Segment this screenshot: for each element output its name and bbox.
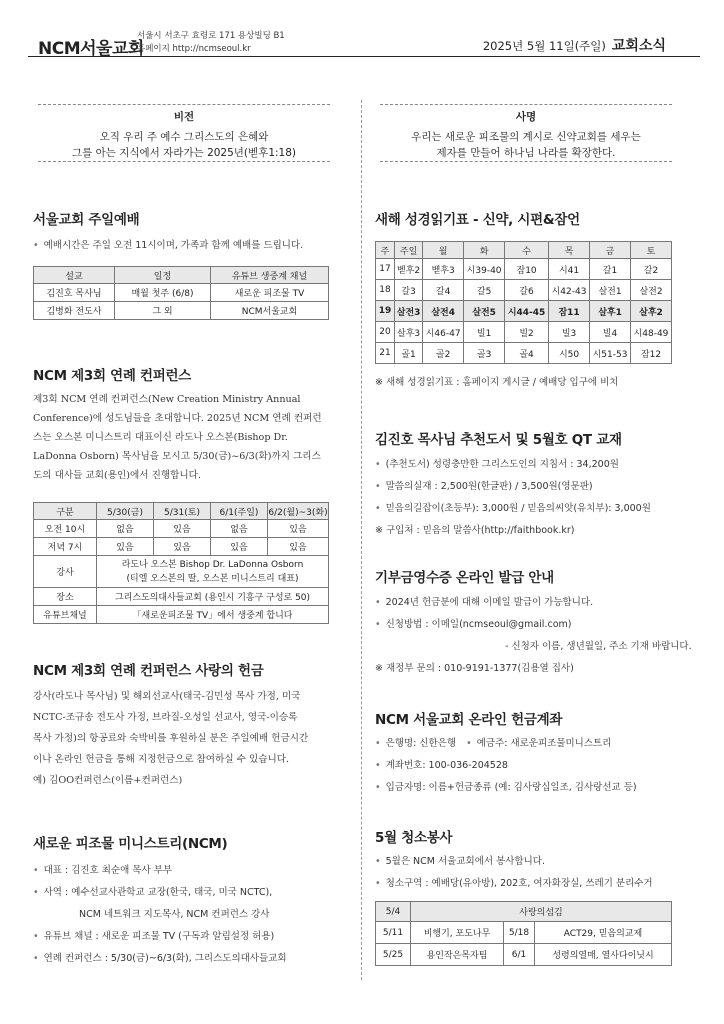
- worship-cell: 김병화 전도사: [34, 302, 115, 320]
- mission-title: 사명: [515, 111, 537, 123]
- bible-th: 주: [376, 242, 395, 259]
- bible-th: 수: [505, 242, 549, 259]
- cleaning-cell: 사랑의섬김: [411, 902, 672, 922]
- ncm-list: [33, 860, 287, 970]
- bible-cell: 빌1: [464, 322, 505, 343]
- account-item: • 입금자명: 이름+헌금종류 (예: 김사랑십일조, 김사랑선교 등): [375, 782, 637, 793]
- address-line: 서울시 서초구 효령로 171 용상빌딩 B1: [137, 31, 285, 41]
- vision-line-1: 오직 우리 주 예수 그리스도의 은혜와: [99, 131, 269, 143]
- offering-line: 강사(라도나 목사님) 및 해외선교사(태국-김민성 목사 가정, 미국: [33, 691, 301, 702]
- conference-cell: 있음: [211, 538, 268, 556]
- conference-th: 6/2(월)~3(화): [268, 503, 329, 520]
- cleaning-item-text: 청소구역 : 예배당(유아방), 202호, 여자화장실, 쓰레기 분리수거: [385, 878, 653, 889]
- vision-line-2: 그를 아는 지식에서 자라가는 2025년(벧후1:18): [72, 147, 296, 159]
- conference-title: NCM 제3회 연례 컨퍼런스: [33, 368, 191, 384]
- bible-title: 새해 성경읽기표 - 신약, 시편&잠언: [375, 212, 580, 228]
- cleaning-cell: 5/18: [504, 922, 535, 944]
- receipt-title: 기부금영수증 온라인 발급 안내: [375, 570, 554, 586]
- receipt-note: ※ 재정부 문의 : 010-9191-1377(김용열 집사): [375, 663, 574, 674]
- account-list: [375, 733, 637, 799]
- conference-cell: 있음: [268, 538, 329, 556]
- column-divider: [361, 100, 362, 980]
- bible-cell: 살후1: [590, 301, 631, 322]
- bible-cell: 살전5: [464, 301, 505, 322]
- conference-line: LaDonna Osborn) 목사님을 모시고 5/30(금)~6/3(화)까지 그리스: [33, 451, 321, 462]
- receipt-item-text: 신청방법 : 이메일(ncmseoul@gmail.com): [385, 619, 572, 630]
- conference-th: 구분: [34, 503, 97, 520]
- bible-cell: 갈5: [464, 280, 505, 301]
- worship-cell: 새로운 피조물 TV: [211, 284, 329, 302]
- bible-cell: 살후2: [631, 301, 672, 322]
- bible-cell: 잠12: [631, 343, 672, 364]
- worship-cell: NCM서울교회: [211, 302, 329, 320]
- receipt-item-text: 2024년 헌금분에 대해 이메일 발급이 가능합니다.: [385, 597, 594, 608]
- conference-paragraph: [33, 390, 331, 485]
- books-item-text: 말씀의실재 : 2,500원(한글판) / 3,500원(영문판): [385, 481, 593, 492]
- bible-cell: 시46-47: [423, 322, 464, 343]
- bible-cell: 잠11: [549, 301, 590, 322]
- bible-cell: 벧후2: [395, 259, 423, 280]
- cleaning-list: [375, 851, 653, 895]
- bible-th: 화: [464, 242, 505, 259]
- ncm-item: • 대표 : 김진호 최순애 목사 부부: [33, 865, 173, 876]
- bible-cell: 살전3: [395, 301, 423, 322]
- worship-bullet: • 예배시간은 주일 오전 11시이며, 가족과 함께 예배를 드립니다.: [33, 240, 304, 251]
- worship-bullet-text: 예배시간은 주일 오전 11시이며, 가족과 함께 예배를 드립니다.: [43, 240, 304, 251]
- bible-cell: 시48-49: [631, 322, 672, 343]
- bible-cell: 21: [376, 343, 395, 364]
- conference-th: 5/30(금): [97, 503, 154, 520]
- cleaning-title: 5월 청소봉사: [375, 830, 453, 846]
- cleaning-cell: 용인작은목자팀: [411, 944, 504, 966]
- bible-cell: 잠10: [505, 259, 549, 280]
- ncm-item: • 유튜브 채널 : 새로운 피조물 TV (구독과 알림설정 허용): [33, 931, 275, 942]
- mission-box: [380, 104, 672, 162]
- bulletin-date: [483, 35, 666, 55]
- books-item: • 믿음의길잡이(초등부): 3,000원 / 믿음의씨앗(유치부): 3,000원: [375, 503, 651, 514]
- bible-cell: 살전2: [631, 280, 672, 301]
- header-rule: [28, 56, 700, 57]
- worship-th: 설교: [34, 267, 115, 284]
- bible-cell: 살전1: [590, 280, 631, 301]
- cleaning-cell: ACT29, 믿음의교제: [535, 922, 672, 944]
- account-depositor: 입금자명: 이름+헌금종류 (예: 김사랑십일조, 김사랑선교 등): [385, 782, 637, 793]
- bible-cell: 갈1: [590, 259, 631, 280]
- church-address: [137, 30, 285, 56]
- bible-cell: 시50: [549, 343, 590, 364]
- bible-cell: 갈4: [423, 280, 464, 301]
- bible-cell: 갈6: [505, 280, 549, 301]
- bible-th: 목: [549, 242, 590, 259]
- conference-cell: 있음: [268, 520, 329, 538]
- conference-place: 그리스도의대사들교회 (용인시 기흥구 구성로 50): [97, 588, 329, 606]
- books-list: [375, 454, 651, 542]
- bible-cell: 빌2: [505, 322, 549, 343]
- conference-th: 6/1(주일): [211, 503, 268, 520]
- receipt-item: • 신청방법 : 이메일(ncmseoul@gmail.com): [375, 619, 572, 630]
- receipt-item-text: - 신청자 이름, 생년월일, 주소 기재 바랍니다.: [505, 641, 692, 652]
- cleaning-cell: 성령의열매, 열사다이닛시: [535, 944, 672, 966]
- worship-cell: 김진호 목사님: [34, 284, 115, 302]
- bible-cell: 17: [376, 259, 395, 280]
- conference-line: Conference)에 성도님들을 초대합니다. 2025년 NCM 연례 컨퍼런: [33, 413, 322, 424]
- bible-cell: 골2: [423, 343, 464, 364]
- bible-th: 금: [590, 242, 631, 259]
- bible-cell: 살전4: [423, 301, 464, 322]
- worship-cell: 그 외: [115, 302, 211, 320]
- bible-cell: 살후3: [395, 322, 423, 343]
- bible-cell: 골1: [395, 343, 423, 364]
- bible-th: 주일: [395, 242, 423, 259]
- conference-cell: 있음: [97, 538, 154, 556]
- bible-table: [375, 241, 672, 364]
- offering-line: 목사 가정)의 항공료와 숙박비를 후원하실 분은 주일예배 헌금시간: [33, 733, 309, 744]
- church-name: NCM서울교회: [38, 39, 144, 59]
- offering-line: 예) 김OO컨퍼런스(이름+컨퍼런스): [33, 775, 183, 786]
- bible-th: 월: [423, 242, 464, 259]
- bible-cell: 시39-40: [464, 259, 505, 280]
- worship-th: 유튜브 생중계 채널: [211, 267, 329, 284]
- ncm-item-text: 대표 : 김진호 최순애 목사 부부: [43, 865, 173, 876]
- conference-youtube: 「새로운피조물 TV」에서 생중계 합니다: [97, 606, 329, 624]
- account-item: • 은행명: 신한은행 • 예금주: 새로운피조물미니스트리: [375, 738, 612, 749]
- receipt-item: • 2024년 헌금분에 대해 이메일 발급이 가능합니다.: [375, 597, 594, 608]
- offering-title: NCM 제3회 연례 컨퍼런스 사랑의 헌금: [33, 663, 264, 679]
- books-item: • 말씀의실재 : 2,500원(한글판) / 3,500원(영문판): [375, 481, 593, 492]
- ncm-item: • 연례 컨퍼런스 : 5/30(금)~6/3(화), 그리스도의대사들교회: [33, 953, 287, 964]
- bulletin-title: 교회소식: [611, 38, 666, 54]
- date-text: 2025년 5월 11일(주일): [482, 39, 606, 53]
- vision-box: [38, 104, 330, 162]
- conference-cell: 강사: [34, 556, 97, 588]
- bible-cell: 시44-45: [505, 301, 549, 322]
- bible-cell: 갈2: [631, 259, 672, 280]
- bible-cell: 시51-53: [590, 343, 631, 364]
- conference-table: [33, 502, 329, 624]
- mission-line-1: 우리는 새로운 피조물의 계시로 신약교회를 세우는: [411, 131, 641, 143]
- ncm-item-text: NCM 네트워크 지도목사, NCM 컨퍼런스 강사: [79, 909, 270, 920]
- cleaning-item: • 청소구역 : 예배당(유아방), 202호, 여자화장실, 쓰레기 분리수거: [375, 878, 653, 889]
- conference-line: 제3회 NCM 연례 컨퍼런스(New Creation Ministry Annual: [33, 394, 301, 405]
- ncm-item: • 사역 : 예수선교사관학교 교장(한국, 태국, 미국 NCTC),: [33, 887, 273, 898]
- account-item: • 계좌번호: 100-036-204528: [375, 760, 508, 771]
- worship-th: 일정: [115, 267, 211, 284]
- worship-table: [33, 266, 329, 320]
- conference-cell: 유튜브채널: [34, 606, 97, 624]
- account-title: NCM 서울교회 온라인 헌금계좌: [375, 712, 563, 728]
- homepage-line: 홈페이지 http://ncmseoul.kr: [137, 44, 251, 54]
- conference-line: 도의 대사들 교회(용인)에서 진행합니다.: [33, 470, 201, 481]
- bible-cell: 골4: [505, 343, 549, 364]
- conference-line: 스는 오스본 미니스트리 대표이신 라도나 오스본(Bishop Dr.: [33, 432, 288, 443]
- conference-cell: 있음: [154, 538, 211, 556]
- bible-cell: 시42-43: [549, 280, 590, 301]
- ncm-item-text: 연례 컨퍼런스 : 5/30(금)~6/3(화), 그리스도의대사들교회: [43, 953, 287, 964]
- conference-cell: 있음: [154, 520, 211, 538]
- cleaning-cell: 5/25: [376, 944, 411, 966]
- bible-note: ※ 새해 성경읽기표 : 홈페이지 게시글 / 예배당 입구에 비치: [375, 377, 619, 388]
- books-item-text: (추천도서) 성령충만한 그리스도인의 지침서 : 34,200원: [385, 459, 619, 470]
- conference-cell: 오전 10시: [34, 520, 97, 538]
- vision-title: 비전: [173, 111, 195, 123]
- bible-cell: 19: [376, 301, 395, 322]
- bible-cell: 벧후3: [423, 259, 464, 280]
- bible-cell: 시41: [549, 259, 590, 280]
- conference-cell: 없음: [97, 520, 154, 538]
- bible-cell: 갈3: [395, 280, 423, 301]
- cleaning-cell: 비행기, 포도나무: [411, 922, 504, 944]
- conference-cell: 저녁 7시: [34, 538, 97, 556]
- offering-line: NCTC-조규송 전도사 가정, 브라질-오성일 선교사, 영국-이승록: [33, 712, 298, 723]
- offering-paragraph: [33, 686, 331, 791]
- cleaning-cell: 5/4: [376, 902, 411, 922]
- account-holder: 예금주: 새로운피조물미니스트리: [476, 738, 612, 749]
- ncm-item-text: 유튜브 채널 : 새로운 피조물 TV (구독과 알림설정 허용): [43, 931, 275, 942]
- bible-th: 토: [631, 242, 672, 259]
- speaker-line: (티엘 오스본의 딸, 오스본 미니스트리 대표): [126, 573, 299, 584]
- conference-cell: 장소: [34, 588, 97, 606]
- bible-cell: 골3: [464, 343, 505, 364]
- books-note: ※ 구입처 : 믿음의 말씀사(http://faithbook.kr): [375, 525, 575, 536]
- cleaning-item: • 5월은 NCM 서울교회에서 봉사합니다.: [375, 856, 545, 867]
- account-bank: 은행명: 신한은행: [385, 738, 457, 749]
- books-item: • (추천도서) 성령충만한 그리스도인의 지침서 : 34,200원: [375, 459, 619, 470]
- bible-cell: 빌3: [549, 322, 590, 343]
- speaker-line: 라도나 오스본 Bishop Dr. LaDonna Osborn: [121, 559, 304, 570]
- conference-cell: 없음: [211, 520, 268, 538]
- receipt-list: [375, 592, 692, 680]
- bible-cell: 빌4: [590, 322, 631, 343]
- bible-cell: 20: [376, 322, 395, 343]
- ncm-item-text: 사역 : 예수선교사관학교 교장(한국, 태국, 미국 NCTC),: [43, 887, 273, 898]
- cleaning-item-text: 5월은 NCM 서울교회에서 봉사합니다.: [385, 856, 545, 867]
- bible-cell: 18: [376, 280, 395, 301]
- offering-line: 이나 온라인 헌금을 통해 지정헌금으로 참여하실 수 있습니다.: [33, 754, 290, 765]
- current-week-row: [376, 301, 672, 322]
- conference-th: 5/31(토): [154, 503, 211, 520]
- books-title: 김진호 목사님 추천도서 및 5월호 QT 교재: [375, 432, 622, 448]
- cleaning-cell: 6/1: [504, 944, 535, 966]
- account-number: 계좌번호: 100-036-204528: [385, 760, 508, 771]
- cleaning-cell: 5/11: [376, 922, 411, 944]
- cleaning-table: [375, 901, 672, 966]
- books-item-text: 믿음의길잡이(초등부): 3,000원 / 믿음의씨앗(유치부): 3,000원: [385, 503, 651, 514]
- conference-speaker: [97, 556, 329, 588]
- mission-line-2: 제자를 만들어 하나님 나라를 확장한다.: [436, 147, 616, 159]
- ncm-title: 새로운 피조물 미니스트리(NCM): [33, 836, 228, 852]
- worship-title: 서울교회 주일예배: [33, 212, 140, 228]
- worship-cell: 매월 첫주 (6/8): [115, 284, 211, 302]
